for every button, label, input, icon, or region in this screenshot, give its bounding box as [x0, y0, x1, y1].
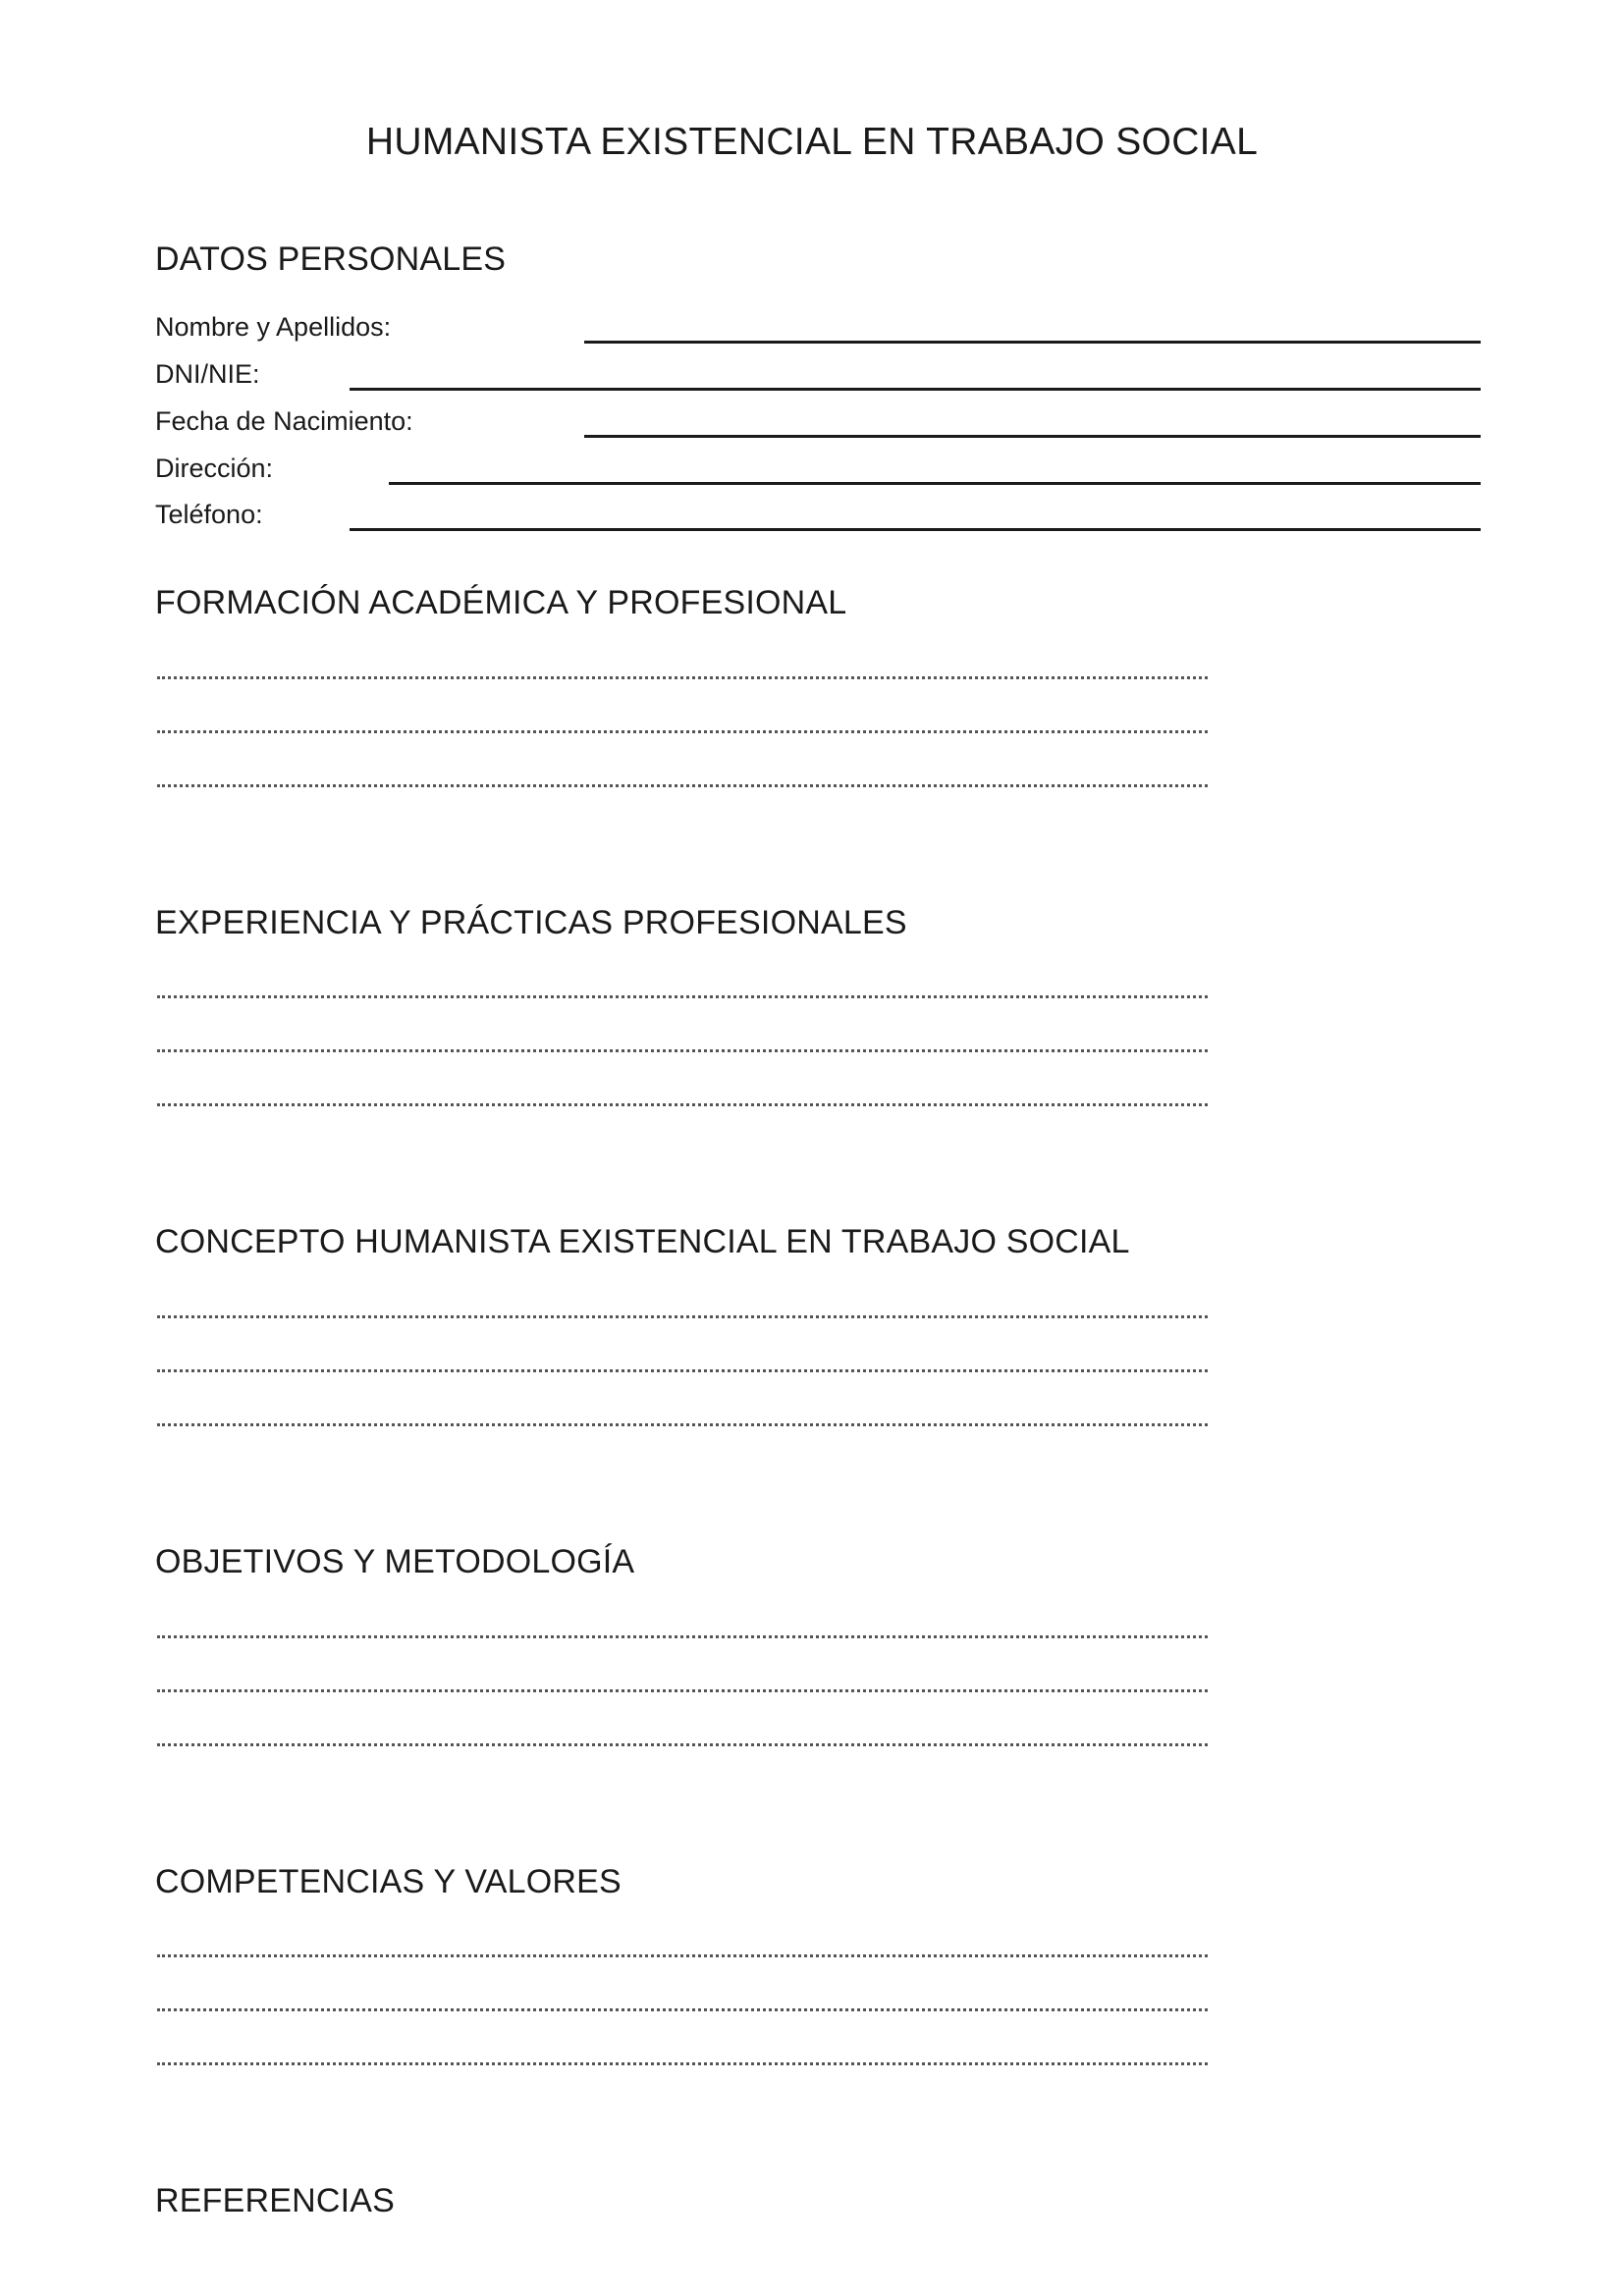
concept-entry-line[interactable]: [157, 1423, 1208, 1426]
concept-entry-line[interactable]: [157, 1369, 1208, 1372]
field-row-dni: [155, 353, 1481, 399]
name-field[interactable]: [584, 341, 1481, 344]
concept-entry-line[interactable]: [157, 1315, 1208, 1318]
field-label: Nombre y Apellidos:: [155, 312, 392, 342]
section-heading-education: FORMACIÓN ACADÉMICA Y PROFESIONAL: [155, 584, 847, 621]
dni-field[interactable]: [350, 388, 1481, 391]
field-label: Dirección:: [155, 454, 274, 483]
field-label: Teléfono:: [155, 500, 263, 529]
field-row-birthdate: [155, 400, 1481, 446]
document-title: HUMANISTA EXISTENCIAL EN TRABAJO SOCIAL: [365, 121, 1259, 163]
education-entry-line[interactable]: [157, 730, 1208, 733]
objectives-entry-line[interactable]: [157, 1689, 1208, 1692]
field-label: DNI/NIE:: [155, 359, 260, 389]
field-row-name: [155, 306, 1481, 351]
education-entry-line[interactable]: [157, 676, 1208, 679]
section-heading-objectives: OBJETIVOS Y METODOLOGÍA: [155, 1543, 635, 1580]
field-row-address: [155, 448, 1481, 493]
experience-entry-line[interactable]: [157, 995, 1208, 998]
objectives-entry-line[interactable]: [157, 1635, 1208, 1638]
experience-entry-line[interactable]: [157, 1103, 1208, 1106]
competencies-entry-line[interactable]: [157, 2008, 1208, 2011]
field-label: Fecha de Nacimiento:: [155, 406, 413, 436]
section-heading-personal-data: DATOS PERSONALES: [155, 240, 507, 278]
competencies-entry-line[interactable]: [157, 2062, 1208, 2065]
section-heading-competencies: COMPETENCIAS Y VALORES: [155, 1863, 622, 1900]
section-heading-references: REFERENCIAS: [155, 2182, 396, 2219]
section-heading-experience: EXPERIENCIA Y PRÁCTICAS PROFESIONALES: [155, 904, 907, 941]
experience-entry-line[interactable]: [157, 1049, 1208, 1052]
education-entry-line[interactable]: [157, 784, 1208, 787]
field-row-phone: [155, 494, 1481, 539]
competencies-entry-line[interactable]: [157, 1954, 1208, 1957]
address-field[interactable]: [389, 482, 1481, 485]
section-heading-concept: CONCEPTO HUMANISTA EXISTENCIAL EN TRABAJO SOCIAL: [155, 1223, 1130, 1260]
birthdate-field[interactable]: [584, 435, 1481, 438]
phone-field[interactable]: [350, 528, 1481, 531]
objectives-entry-line[interactable]: [157, 1743, 1208, 1746]
